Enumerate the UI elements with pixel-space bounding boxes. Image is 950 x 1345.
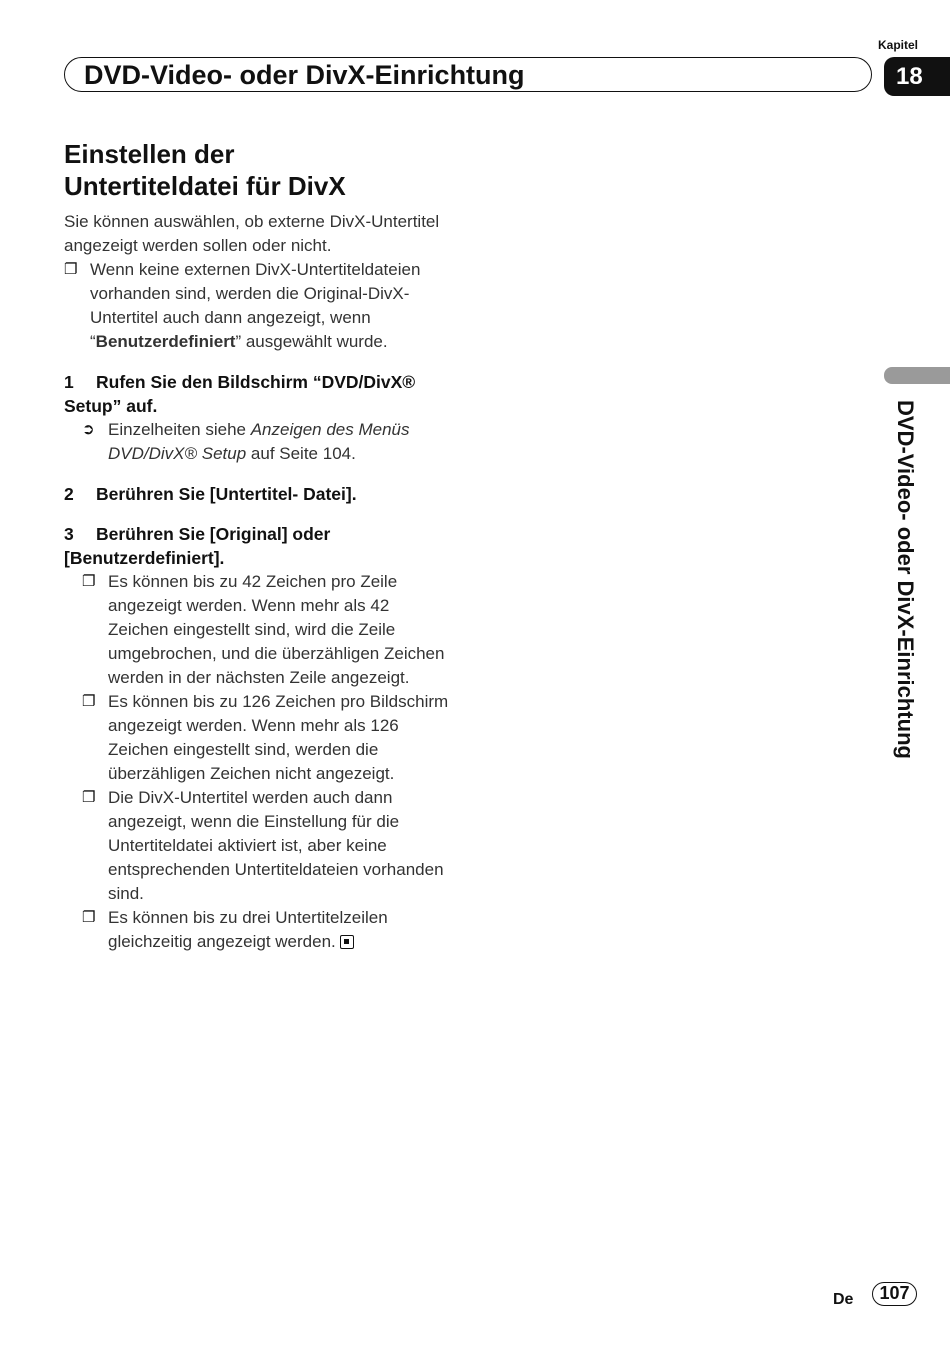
section-title-line1: Einstellen der: [64, 139, 235, 169]
note-text: Es können bis zu 126 Zeichen pro Bildschirm angezeigt werden. Wenn mehr als 126 Zeichen eingestellt sind, werden die überzähligen Zeichen nicht angezeigt.: [108, 692, 449, 783]
section-title: [64, 138, 454, 202]
reference-link[interactable]: Anzeigen des Menüs DVD/DivX® Setup: [108, 420, 410, 463]
checkbox-note-icon: ❐: [82, 693, 96, 710]
checkbox-note-icon: ❐: [82, 573, 96, 590]
reference-item: [82, 418, 454, 466]
note-item: [82, 906, 454, 954]
note-text-after: ” ausgewählt wurde.: [235, 332, 388, 351]
chapter-number: 18: [884, 57, 950, 96]
step-number: 1: [64, 372, 74, 392]
footer-language: De: [833, 1291, 854, 1308]
section-title-line2: Untertiteldatei für DivX: [64, 171, 346, 201]
step-1: [64, 370, 454, 418]
checkbox-note-icon: ❐: [82, 789, 96, 806]
page-header-title: DVD-Video- oder DivX-Einrichtung: [84, 60, 525, 90]
step-number: 2: [64, 484, 74, 504]
chapter-label: Kapitel: [878, 38, 919, 52]
note-item: [82, 786, 454, 906]
main-content: [64, 138, 454, 954]
end-of-section-icon: [340, 935, 354, 949]
note-item: [64, 258, 454, 354]
step-2: [64, 482, 454, 506]
side-tab-marker: [884, 367, 950, 384]
intro-text: Sie können auswählen, ob externe DivX-Untertitel angezeigt werden sollen oder nicht.: [64, 212, 440, 255]
page-number: 107: [872, 1282, 917, 1306]
note-text-before: Wenn keine externen DivX-Untertiteldateien vorhanden sind, werden die Original-DivX-Untertitel auch dann angezeigt, wenn “: [90, 260, 421, 351]
reference-before: Einzelheiten siehe: [108, 420, 251, 439]
note-item: [82, 690, 454, 786]
note-item: [82, 570, 454, 690]
note-text: Es können bis zu drei Untertitelzeilen gleichzeitig angezeigt werden.: [108, 908, 388, 951]
side-tab-text: DVD-Video- oder DivX-Einrichtung: [893, 400, 918, 759]
reference-after: auf Seite 104.: [246, 444, 356, 463]
checkbox-note-icon: ❐: [64, 261, 78, 278]
checkbox-note-icon: ❐: [82, 909, 96, 926]
step-text: Rufen Sie den Bildschirm “DVD/DivX® Setup” auf.: [64, 372, 416, 416]
step-text: Berühren Sie [Original] oder [Benutzerdefiniert].: [64, 524, 331, 568]
note-text-bold: Benutzerdefiniert: [95, 332, 236, 351]
step-text: Berühren Sie [Untertitel- Datei].: [96, 484, 357, 504]
arrow-right-icon: ➲: [82, 421, 95, 438]
step-number: 3: [64, 524, 74, 544]
step-3: [64, 522, 454, 570]
note-text: Die DivX-Untertitel werden auch dann angezeigt, wenn die Einstellung für die Untertiteldatei aktiviert ist, aber keine entsprechenden Untertiteldateien vorhanden sind.: [108, 788, 444, 903]
note-text: Es können bis zu 42 Zeichen pro Zeile angezeigt werden. Wenn mehr als 42 Zeichen eingestellt sind, wird die Zeile umgebrochen, und die überzähligen Zeichen werden in der nächsten Zeile angezeigt.: [108, 572, 445, 687]
